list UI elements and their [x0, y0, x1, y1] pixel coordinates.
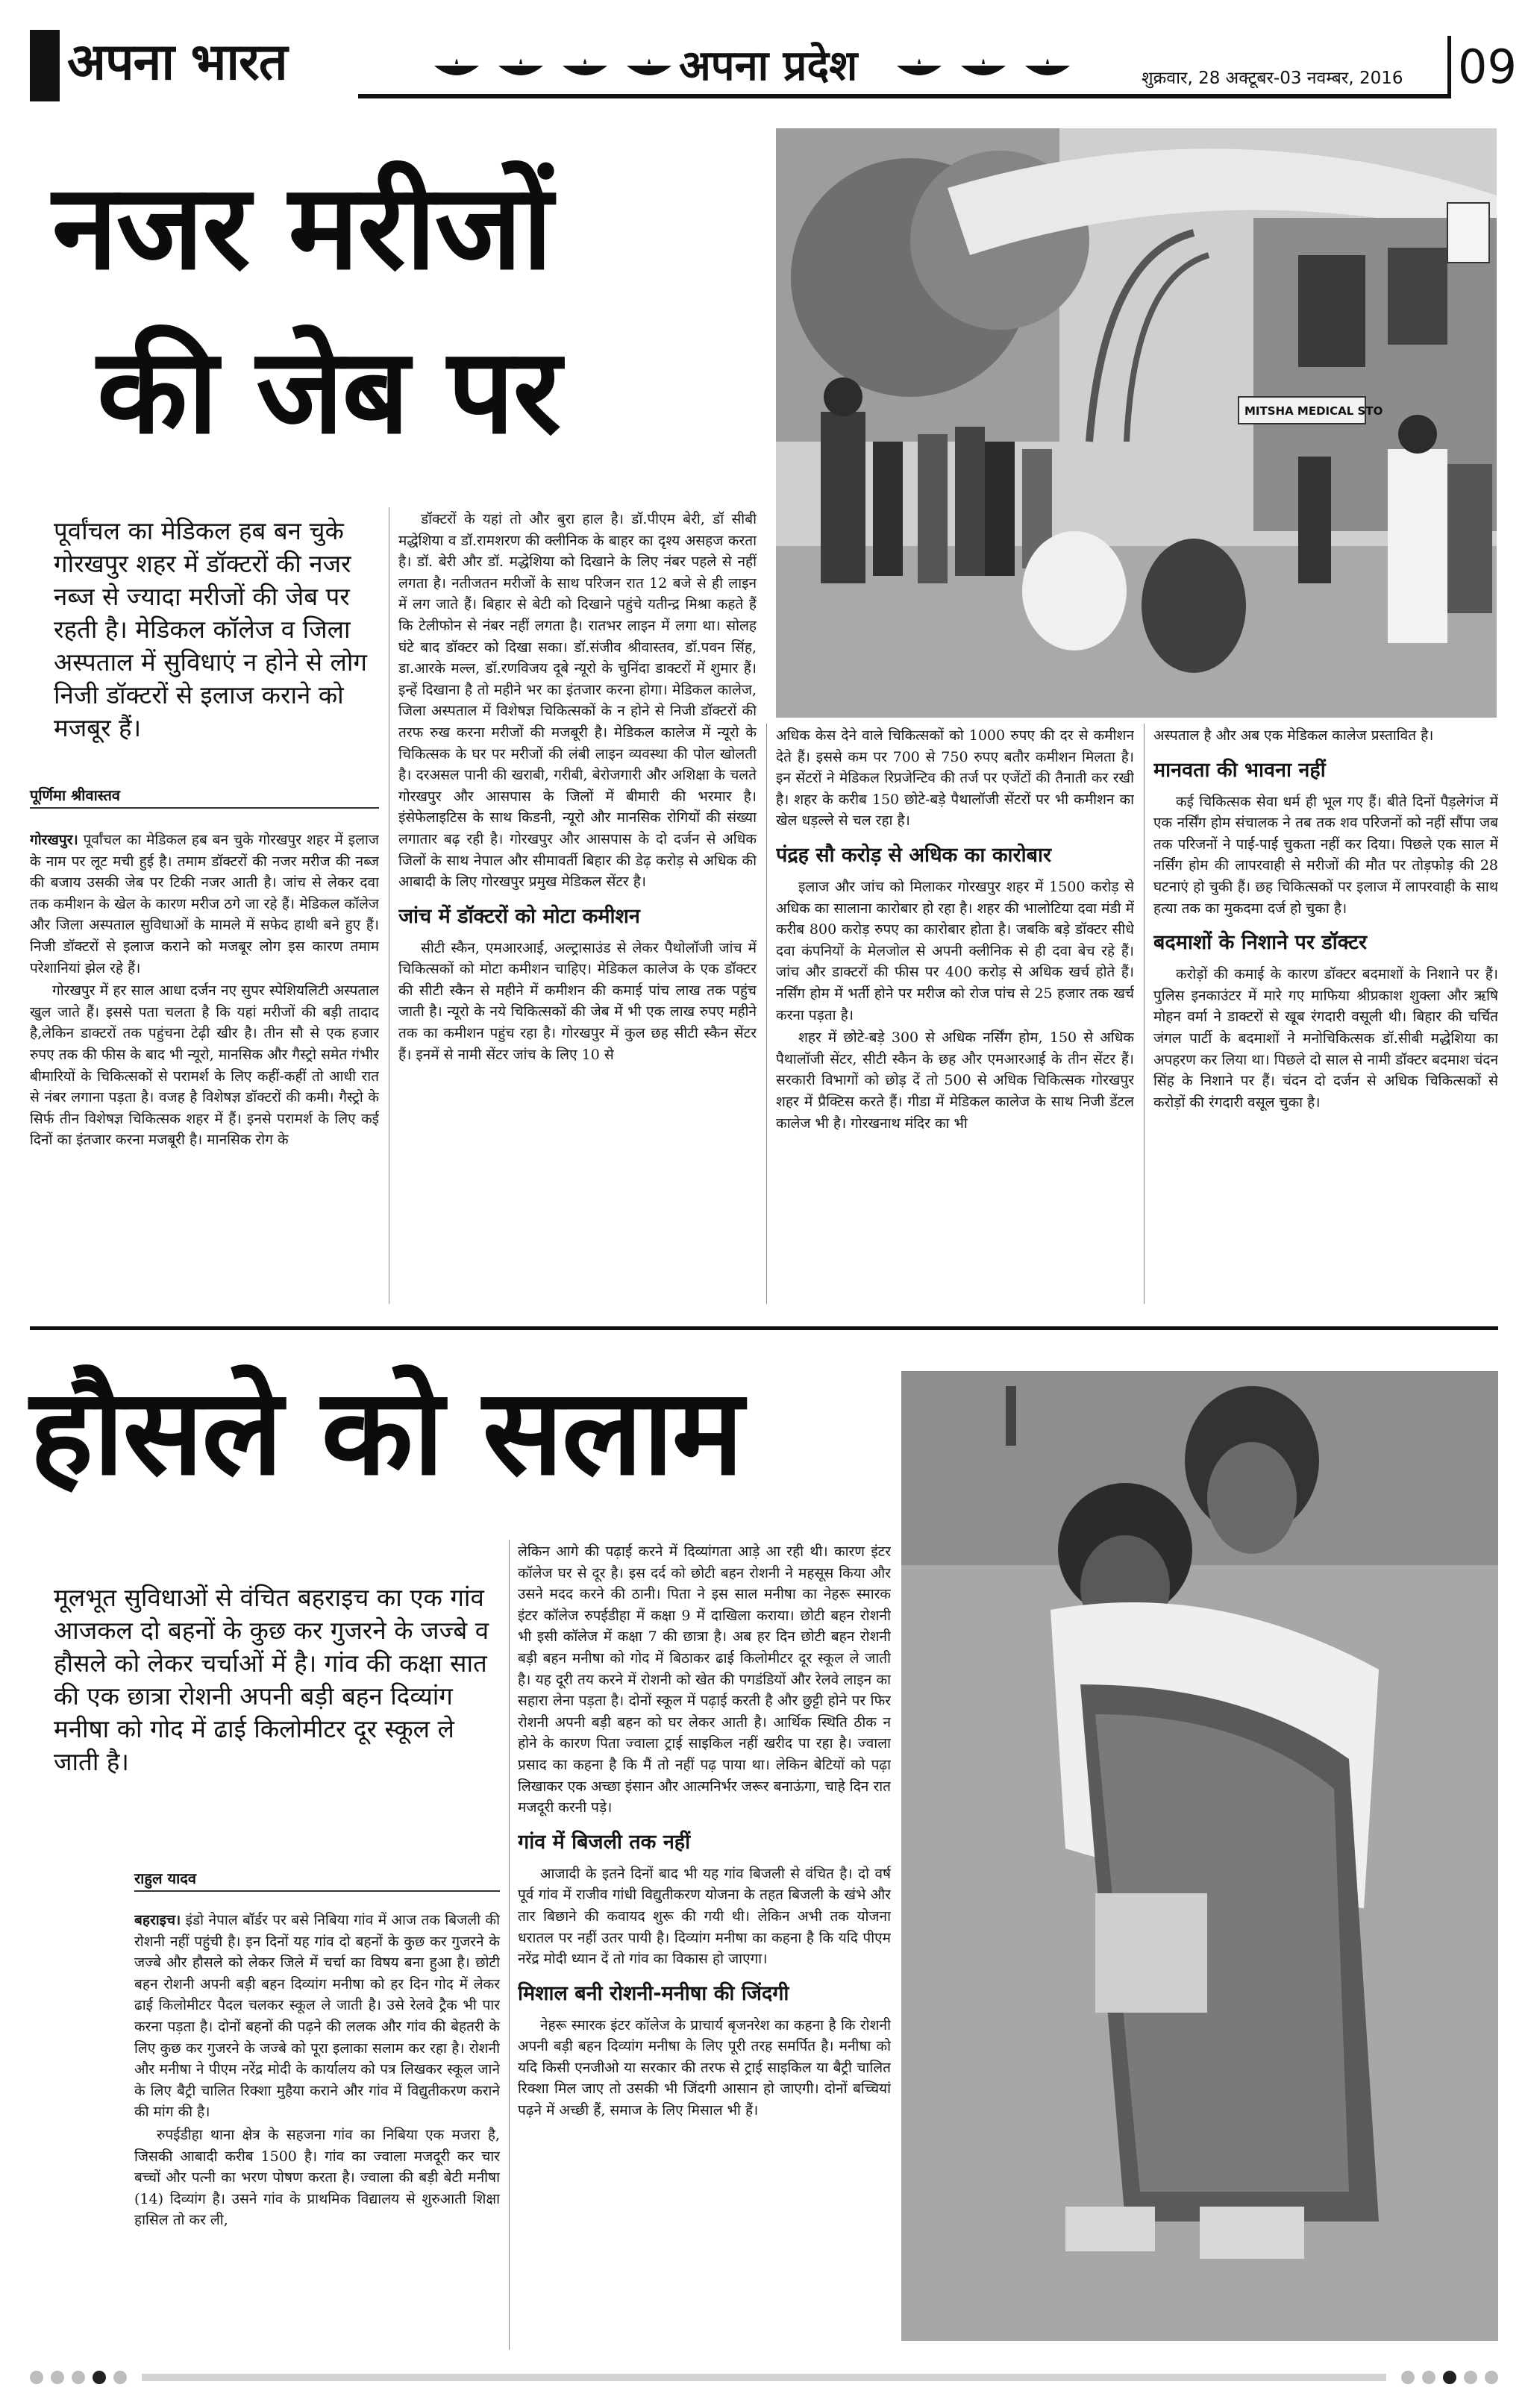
story2-col1-paragraph: रुपईडीहा थाना क्षेत्र के सहजना गांव का निबिया एक मजरा है, जिसकी आबादी करीब 1500 है। गांव का ज्वाला मजदूरी कर चार बच्चों और पत्नी का भरण पोषण करता है। ज्वाला की बड़ी बेटी मनीषा (14) दिव्यांग है। उसने गांव के प्राथमिक विद्यालय से शुरुआती शिक्षा हासिल तो कर ली,	[134, 2126, 500, 2229]
footer-dot	[93, 2371, 106, 2384]
story1-subhead-business: पंद्रह सौ करोड़ से अधिक का कारोबार	[776, 843, 1052, 867]
footer-dot	[1443, 2371, 1456, 2384]
story2-photo-sisters	[901, 1371, 1498, 2341]
story2-col2-paragraph: लेकिन आगे की पढ़ाई करने में दिव्यांगता आड़े आ रही थी। कारण इंटर कॉलेज घर से दूर है। इस दर्द को छोटी बहन रोशनी ने महसूस किया और उसने मदद करने की ठानी। पिता ने इस साल मनीषा का नेहरू स्मारक इंटर कॉलेज रुपईडीहा में कक्षा 9 में दाखिला कराया। छोटी बहन रोशनी भी इसी कॉलेज में कक्षा 7 की छात्रा है। अब हर दिन छोटी बहन रोशनी बड़ी बहन मनीषा को गोद में बिठाकर ढाई किलोमीटर दूर स्कूल ले जाती है। यह दूरी तय करने में रोशनी को खेत की पगडंडियों और रेलवे लाइन का सहारा लेना पड़ता है। दोनों स्कूल में पढ़ाई करती है और छुट्टी होने पर फिर रोशनी अपनी बड़ी बहन को घर लेकर आती है। आर्थिक स्थिति ठीक न होने के कारण पिता ज्वाला ट्राई साइकिल नहीं खरीद पा रहा है। ज्वाला प्रसाद का कहना है कि मैं तो नहीं पढ़ पाया था। लेकिन बेटियों को पढ़ा लिखाकर एक अच्छा इंसान और आत्मनिर्भर जरूर बनाऊंगा, चाहे दिन रात मजदूरी करनी पड़े।	[518, 1543, 891, 1816]
story2-byline: राहुल यादव	[134, 1869, 197, 1887]
story2-lede: मूलभूत सुविधाओं से वंचित बहराइच का एक गांव आजकल दो बहनों के कुछ कर गुजरने के जज्बे व हौसले को लेकर चर्चाओं में है। गांव की कक्षा सात की एक छात्रा रोशनी अपनी बड़ी बहन दिव्यांग मनीषा को गोद में ढाई किलोमीटर दूर स्कूल ले जाती है।	[54, 1583, 489, 1776]
story1-col2-paragraph: डॉक्टरों के यहां तो और बुरा हाल है। डॉ.पीएम बेरी, डॉ सीबी मद्धेशिया व डॉ.रामशरण की क्लीनिक के बाहर का दृश्य असहज करता है। डॉ. बेरी और डॉ. मद्धेशिया को दिखाने के लिए नंबर पहले से नहीं लगता है। नतीजतन मरीजों के साथ परिजन रात 12 बजे से ही लाइन में लग जाते हैं। बिहार से बेटी को दिखाने पहुंचे यतीन्द्र मिश्रा कहते हैं कि टेलीफोन से नंबर नहीं लगता है। रातभर लाइन में लगा था। सोलह घंटे बाद डॉक्टर को दिखा सका। डॉ.संजीव श्रीवास्तव, डॉ.पवन सिंह, डा.आरके मल्ल, डॉ.रणविजय दूबे न्यूरो के चुनिंदा डाक्टरों में शुमार हैं। इन्हें दिखाना है तो महीने भर का इंतजार करना होगा। मेडिकल कालेज, जिला अस्पताल में विशेषज्ञ चिकित्सकों के न होने से निजी डॉक्टरों की तरफ रुख करना मरीजों की मजबूरी है। मेडिकल कालेज में न्यूरो के चिकित्सक के घर पर मरीजों की लंबी लाइन व्यवस्था की पोल खोलती है। दरअसल पानी की खराबी, गरीबी, बेरोजगारी और अशिक्षा के चलते गोरखपुर और आसपास के जिलों में बीमारी की भरमार है। इंसेफेलाइटिस के साथ किडनी, न्यूरो और मानसिक रोगियों की संख्या लगातार बढ़ रही है। गोरखपुर और आसपास के दो दर्जन से अधिक जिलों के साथ नेपाल और सीमावर्ती बिहार की डेढ़ करोड़ से अधिक की आबादी के लिए गोरखपुर प्रमुख मेडिकल सेंटर है।	[398, 511, 757, 891]
page-number-separator	[1447, 36, 1451, 98]
story1-col4-paragraph: अस्पताल है और अब एक मेडिकल कालेज प्रस्तावित है।	[1153, 727, 1434, 744]
footer-dot	[30, 2371, 43, 2384]
column-rule	[766, 724, 767, 1304]
medical-store-sign: MITSHA MEDICAL STO	[1244, 404, 1383, 418]
diya-icon	[895, 51, 943, 84]
story1-column-1	[30, 830, 379, 1304]
story1-col3-paragraph: इलाज और जांच को मिलाकर गोरखपुर शहर में 1500 करोड़ से अधिक का सालाना कारोबार हो रहा है। शहर की भालोटिया दवा मंडी में करीब 800 करोड़ रुपए का कारोबार होता है। जबकि बड़े डॉक्टर सीधे दवा कंपनियों के मेलजोल से अपनी क्लीनिक से ही दवा बेच रहे हैं। जांच और डाक्टरों की फीस पर 400 करोड़ से अधिक खर्च होते हैं। नर्सिंग होम में भर्ती होने पर मरीज को रोज पांच से 25 हजार तक खर्च करना पड़ता है।	[776, 878, 1134, 1023]
sub-section-title: अपना प्रदेश	[679, 42, 858, 90]
diya-icon	[561, 51, 609, 84]
diya-icon	[625, 51, 673, 84]
story1-col4-paragraph: कई चिकित्सक सेवा धर्म ही भूल गए हैं। बीते दिनों पैड़लेगंज में एक नर्सिंग होम संचालक ने तब तक शव परिजनों को नहीं सौंपा जब तक परिजनों ने पाई-पाई चुकता नहीं कर दिया। पिछले एक साल में नर्सिंग होम की लापरवाही से मरीजों की मौत पर तोड़फोड़ की 28 घटनाएं हो चुकी हैं। छह चिकित्सकों पर इलाज में लापरवाही के साथ हत्या तक का मुकदमा दर्ज हो चुका है।	[1153, 793, 1498, 917]
lamp-row-left	[433, 51, 673, 84]
diya-icon	[433, 51, 480, 84]
footer-dot	[1401, 2371, 1415, 2384]
footer-dots-right	[1401, 2371, 1498, 2384]
story-divider	[30, 1326, 1498, 1330]
story2-col1-paragraph: इंडो नेपाल बॉर्डर पर बसे निबिया गांव में आज तक बिजली की रोशनी नहीं पहुंची है। इन दिनों यह गांव दो बहनों के कुछ कर गुजरने के जज्बे और हौसले को लेकर जिले में चर्चा का विषय बना हुआ है। छोटी बहन रोशनी अपनी बड़ी बहन दिव्यांग मनीषा को हर दिन गोद में लेकर ढाई किलोमीटर पैदल चलकर स्कूल ले जाती है। उसे रेलवे ट्रैक भी पार करना पड़ता है। दोनों बहनों की पढ़ने की ललक और गांव की बेहतरी के लिए कुछ कर गुजरने के जज्बे को पूरा इलाका सलाम कर रहा है। रोशनी और मनीषा ने पीएम नरेंद्र मोदी के कार्यालय को पत्र लिखकर स्कूल जाने के लिए बैट्री चालित रिक्शा मुहैया कराने और गांव में विद्युतीकरण कराने की मांग की है।	[134, 1912, 500, 2121]
lamp-row-right	[895, 51, 1071, 84]
story2-column-1	[134, 1910, 500, 2350]
column-rule	[1144, 724, 1145, 1304]
story1-subhead-commission: जांच में डॉक्टरों को मोटा कमीशन	[398, 904, 640, 928]
story2-dateline: बहराइच।	[134, 1912, 181, 1928]
story1-lede: पूर्वांचल का मेडिकल हब बन चुके गोरखपुर शहर में डॉक्टरों की नजर नब्ज से ज्यादा मरीजों की जेब पर रहती है। मेडिकल कॉलेज व जिला अस्पताल में सुविधाएं न होने से लोग निजी डॉक्टरों से इलाज कराने को मजबूर हैं।	[54, 516, 367, 742]
footer-dot	[72, 2371, 85, 2384]
diya-icon	[497, 51, 545, 84]
story2-column-2	[518, 1541, 891, 2350]
section-name: अपना भारत	[67, 33, 287, 92]
masthead-rule	[358, 94, 1447, 98]
footer-dots-left	[30, 2371, 127, 2384]
story1-photo-hospital	[776, 128, 1497, 718]
story2-headline: हौसले को सलाम	[30, 1362, 742, 1502]
footer-dot	[1464, 2371, 1477, 2384]
page-footer	[30, 2366, 1498, 2387]
story1-col3-paragraph: शहर में छोटे-बड़े 300 से अधिक नर्सिंग होम, 150 से अधिक पैथालॉजी सेंटर, सीटी स्कैन के छह और एमआरआई के तीन सेंटर हैं। सरकारी विभागों को छोड़ दें तो 500 से अधिक चिकित्सक गोरखपुर शहर में प्रैक्टिस करते हैं। गीडा में मेडिकल कालेज के साथ निजी डेंटल कालेज भी है। गोरखनाथ मंदिर का भी	[776, 1029, 1134, 1132]
story1-column-4	[1153, 725, 1498, 1304]
story1-col2-paragraph: सीटी स्कैन, एमआरआई, अल्ट्रासाउंड से लेकर पैथोलॉजी जांच में चिकित्सकों को मोटा कमीशन चाहिए। मेडिकल कालेज के एक डॉक्टर की सीटी स्कैन से महीने में कमीशन की कमाई पांच लाख तक पहुंच जाती है। न्यूरो के नये चिकित्सकों की जेब में भी एक लाख रुपए महीने तक का कमीशन पहुंच रहा है। गोरखपुर में कुल छह सीटी स्कैन सेंटर हैं। इनमें से नामी सेंटर जांच के लिए 10 से	[398, 939, 757, 1063]
masthead-black-block	[30, 30, 60, 101]
issue-date: शुक्रवार, 28 अक्टूबर-03 नवम्बर, 2016	[1142, 69, 1403, 88]
story1-col4-paragraph: करोड़ों की कमाई के कारण डॉक्टर बदमाशों के निशाने पर हैं। पुलिस इनकाउंटर में मारे गए माफिया श्रीप्रकाश शुक्ला और ऋषि मोहन वर्मा ने डाक्टरों से खूब रंगदारी वसूली थी। बिहार की चर्चित जंगल पार्टी के बदमाशों ने मनोचिकित्सक डॉ.सीबी मद्धेशिया का अपहरण कर लिया था। पिछले दो साल से नामी डॉक्टर बदमाश चंदन सिंह के निशाने पर हैं। चंदन दो दर्जन से अधिक चिकित्सकों से करोड़ों की रंगदारी वसूल चुका है।	[1153, 966, 1498, 1111]
masthead	[30, 30, 1517, 107]
story1-byline: पूर्णिमा श्रीवास्तव	[30, 786, 121, 804]
story1-headline-line2: की जेब पर	[97, 323, 560, 460]
page-number: 09	[1458, 40, 1517, 94]
column-rule	[509, 1540, 510, 2350]
story2-subhead-example: मिशाल बनी रोशनी-मनीषा की जिंदगी	[518, 1981, 789, 2005]
story1-subhead-humanity: मानवता की भावना नहीं	[1153, 758, 1326, 782]
story1-headline-line1: नजर मरीजों	[52, 159, 551, 296]
story2-byline-rule	[134, 1890, 500, 1892]
story2-col2-paragraph: आजादी के इतने दिनों बाद भी यह गांव बिजली से वंचित है। दो वर्ष पूर्व गांव में राजीव गांधी विद्युतीकरण योजना के तहत बिजली के खंभे और तार बिछाने की कवायद शुरू की गयी थी। लेकिन अभी तक योजना धरातल पर नहीं उतर पायी है। दिव्यांग मनीषा का कहना है कि यदि पीएम नरेंद्र मोदी ध्यान दें तो गांव का विकास हो जाएगा।	[518, 1865, 891, 1968]
story1-column-2	[398, 509, 757, 1304]
footer-dot	[113, 2371, 127, 2384]
story1-column-3	[776, 725, 1134, 1304]
footer-dot	[51, 2371, 64, 2384]
footer-bar	[142, 2374, 1386, 2381]
story1-byline-rule	[30, 807, 379, 809]
diya-icon	[959, 51, 1007, 84]
story1-col3-paragraph: अधिक केस देने वाले चिकित्सकों को 1000 रुपए की दर से कमीशन देते हैं। इससे कम पर 700 से 750 रुपए बतौर कमीशन मिलता है। इन सेंटरों ने मेडिकल रिप्रजेन्टिव की तर्ज पर एजेंटों की तैनाती कर रखी है। शहर के करीब 150 छोटे-बड़े पैथालॉजी सेंटरों पर भी कमीशन का खेल धड़ल्ले से चल रहा है।	[776, 727, 1134, 830]
story2-col2-paragraph: नेहरू स्मारक इंटर कॉलेज के प्राचार्य बृजनरेश का कहना है कि रोशनी अपनी बड़ी बहन दिव्यांग मनीषा के लिए पूरी तरह समर्पित है। मनीषा को यदि किसी एनजीओ या सरकार की तरफ से ट्राई साइकिल या बैट्री चालित रिक्शा मिल जाए तो उसकी भी जिंदगी आसान हो जाएगी। दोनों बच्चियां पढ़ने में अच्छी हैं, समाज के लिए मिसाल भी हैं।	[518, 2016, 891, 2119]
story1-dateline: गोरखपुर।	[30, 832, 78, 848]
story2-subhead-electricity: गांव में बिजली तक नहीं	[518, 1830, 691, 1854]
story1-subhead-criminals: बदमाशों के निशाने पर डॉक्टर	[1153, 931, 1368, 955]
footer-dot	[1422, 2371, 1435, 2384]
story1-col1-paragraph: पूर्वांचल का मेडिकल हब बन चुके गोरखपुर शहर में इलाज के नाम पर लूट मची हुई है। तमाम डॉक्टरों की नजर मरीज की नब्ज की बजाय उसकी जेब पर टिकी नजर आती है। जांच से लेकर दवा तक कमीशन के खेल के कारण मरीज ठगे जा रहे हैं। मेडिकल कॉलेज और जिला अस्पताल सुविधाओं के मामले में सफेद हाथी बने हुए हैं। निजी डॉक्टरों से इलाज कराने को मजबूर लोग इस कारण तमाम परेशानियां झेल रहे हैं।	[30, 832, 379, 976]
diya-icon	[1024, 51, 1071, 84]
story1-col1-paragraph: गोरखपुर में हर साल आधा दर्जन नए सुपर स्पेशियलिटी अस्पताल खुल जाते हैं। इससे पता चलता है कि यहां मरीजों की बड़ी तादाद है,लेकिन डाक्टरों तक पहुंचना टेढ़ी खीर है। तीन सौ से एक हजार रुपए तक की फीस के बाद भी न्यूरो, मानसिक और गैस्ट्रो समेत गंभीर बीमारियों के चिकित्सकों से परामर्श के लिए कहीं-कहीं तो आधी रात से नंबर लगाना पड़ता है। वजह है विशेषज्ञ डॉक्टरों की कमी। गैस्ट्रो के सिर्फ तीन विशेषज्ञ चिकित्सक शहर में हैं। इनसे परामर्श के लिए कई दिनों का इंतजार करना मजबूरी है। मानसिक रोग के	[30, 982, 379, 1149]
footer-dot	[1485, 2371, 1498, 2384]
